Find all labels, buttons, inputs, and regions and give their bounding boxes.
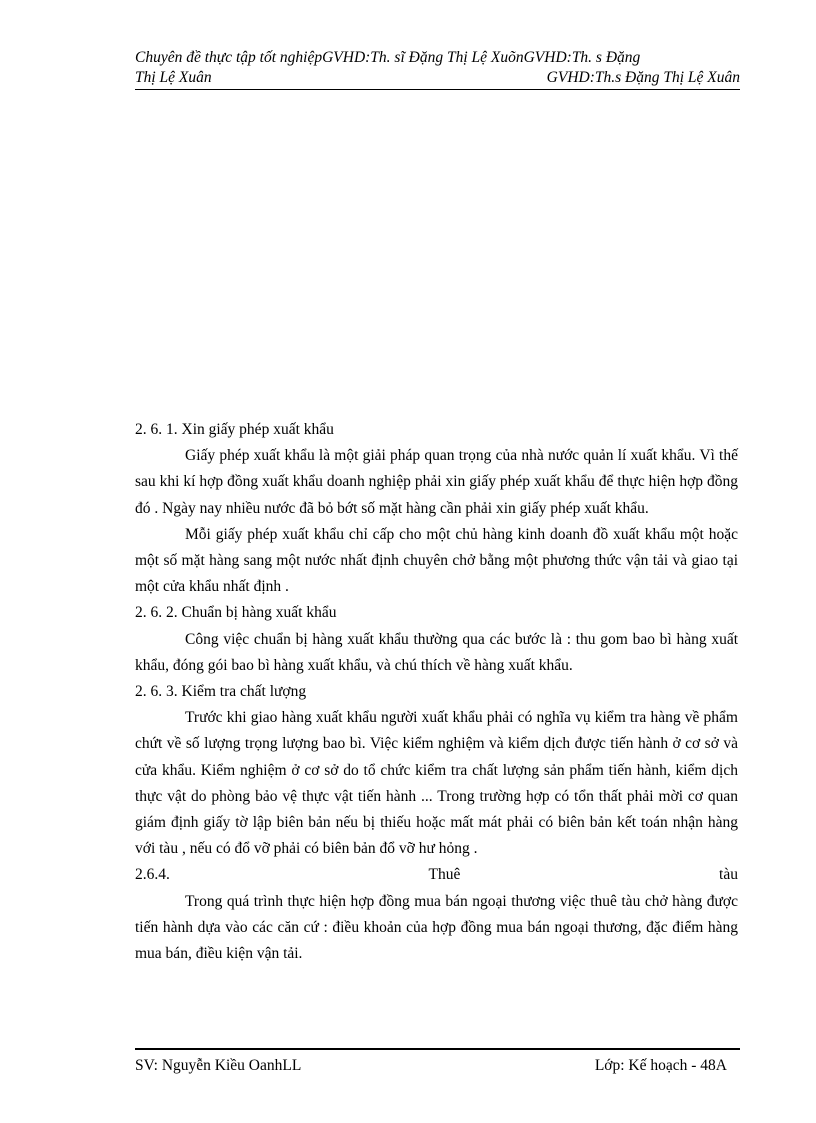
footer-class: Lớp: Kế hoạch - 48A [594, 1057, 727, 1074]
paragraph-quality-check: Trước khi giao hàng xuất khẩu người xuất khẩu phải có nghĩa vụ kiểm tra hàng về phẩm chứt về số lượng trọng lượng bao bì. Việc kiểm nghiệm và kiểm dịch được tiến hành ở cơ sở và cửa khẩu. Kiểm nghiệm ở cơ sở do tổ chức kiểm tra chất lượng sản phẩm tiến hành, kiểm dịch thực vật do phòng bảo vệ thực vật tiến hành ... Trong trường hợp có tổn thất phải mời cơ quan giám định giấy tờ lập biên bản nếu bị thiếu hoặc mất mát phải có biên bản kết toán nhận hàng với tàu , nếu có đổ vỡ phải có biên bản đổ vỡ hư hỏng . [135, 709, 738, 858]
paragraph-ship-chartering: Trong quá trình thực hiện hợp đồng mua bán ngoại thương việc thuê tàu chở hàng được tiến hành dựa vào các căn cứ : điều khoản của hợp đồng mua bán ngoại thương, đặc điểm hàng mua bán, điều kiện vận tải. [135, 892, 738, 963]
paragraph-prepare-goods: Công việc chuẩn bị hàng xuất khẩu thường qua các bước là : thu gom bao bì hàng xuất khẩu, đóng gói bao bì hàng xuất khẩu, và chú thích về hàng xuất khẩu. [135, 630, 738, 674]
header-rule [135, 89, 740, 90]
header-line-2 [135, 68, 740, 88]
footer-rule [135, 1048, 740, 1050]
page-footer [135, 1057, 727, 1075]
header-line-2-left: Thị Lệ Xuân [135, 69, 212, 86]
paragraph-license-scope: Mỗi giấy phép xuất khẩu chỉ cấp cho một chủ hàng kinh doanh đồ xuất khẩu một hoặc một số mặt hàng sang một nước nhất định chuyên chở bằng một phương thức vận tải và giao tại một cửa khẩu nhất định . [135, 525, 738, 596]
footer-student: SV: Nguyễn Kiều OanhLL [135, 1057, 302, 1074]
document-body [135, 417, 738, 967]
header-line-2-right: GVHD:Th.s Đặng Thị Lệ Xuân [546, 69, 740, 86]
header-line-1: Chuyên đề thực tập tốt nghiệpGVHD:Th. sĩ Đặng Thị Lệ XuõnGVHD:Th. s Đặng [135, 49, 641, 66]
section-heading-2-6-1: 2. 6. 1. Xin giấy phép xuất khẩu [135, 421, 334, 438]
section-heading-2-6-3: 2. 6. 3. Kiểm tra chất lượng [135, 683, 307, 701]
heading-word-2: tàu [719, 866, 738, 884]
heading-number: 2.6.4. [135, 866, 170, 884]
paragraph-export-license: Giấy phép xuất khẩu là một giải pháp quan trọng của nhà nước quản lí xuất khẩu. Vì thế sau khi kí hợp đồng xuất khẩu doanh nghiệp phải xin giấy phép xuất khẩu để thực hiện hợp đồng đó . Ngày nay nhiều nước đã bỏ bớt số mặt hàng cần phải xin giấy phép xuất khẩu. [135, 447, 738, 517]
page-header [135, 48, 740, 88]
section-heading-2-6-2: 2. 6. 2. Chuẩn bị hàng xuất khẩu [135, 604, 337, 622]
section-heading-2-6-4 [135, 862, 738, 888]
heading-word-1: Thuê [428, 866, 461, 884]
